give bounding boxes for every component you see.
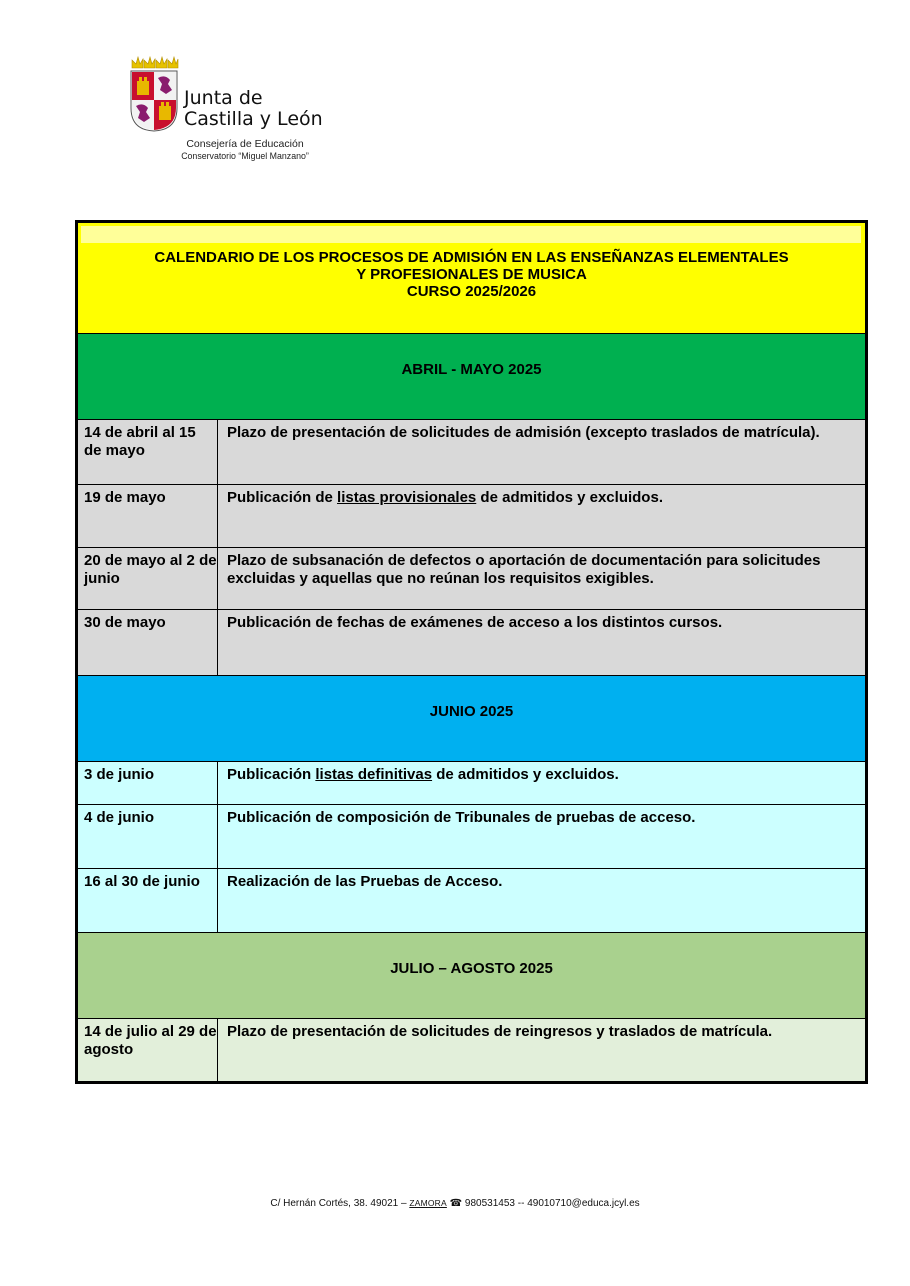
row-text-before: Publicación [227, 766, 316, 783]
row-date: 3 de junio [78, 762, 218, 804]
table-row [78, 420, 865, 485]
section-header-abril-mayo [78, 334, 865, 420]
table-row [78, 869, 865, 933]
row-date: 14 de julio al 29 de agosto [78, 1019, 218, 1081]
row-description: Plazo de presentación de solicitudes de reingresos y traslados de matrícula. [227, 1023, 773, 1040]
calendar-title [78, 249, 865, 300]
table-row [78, 1019, 865, 1081]
telephone-icon: ☎ [449, 1198, 463, 1209]
title-line-3: CURSO 2025/2026 [406, 283, 537, 300]
title-line-2: Y PROFESIONALES DE MUSICA [356, 266, 587, 283]
row-description: Realización de las Pruebas de Acceso. [227, 873, 503, 890]
row-date: 16 al 30 de junio [78, 869, 218, 932]
row-date: 14 de abril al 15 de mayo [78, 420, 218, 484]
logo-name-line2: Castilla y León [184, 108, 323, 130]
row-text-after: de admitidos y excluidos. [476, 489, 663, 506]
footer-address: C/ Hernán Cortés, 38. 49021 – [270, 1198, 410, 1209]
row-description: Plazo de presentación de solicitudes de admisión (excepto traslados de matrícula). [227, 424, 820, 441]
row-date: 4 de junio [78, 805, 218, 868]
row-text-after: de admitidos y excluidos. [432, 766, 619, 783]
coat-of-arms-icon [130, 70, 178, 132]
row-description [218, 485, 865, 547]
row-text-before: Publicación de [227, 489, 338, 506]
admission-calendar-table [75, 220, 868, 1084]
logo-name [184, 88, 323, 130]
section-heading: JULIO – AGOSTO 2025 [390, 960, 553, 977]
table-row [78, 548, 865, 610]
school-name: Conservatorio “Miguel Manzano” [181, 151, 309, 161]
junta-logo [130, 52, 370, 182]
logo-name-line1: Junta de [184, 87, 263, 109]
table-row [78, 805, 865, 869]
crown-icon [130, 52, 180, 70]
row-date: 19 de mayo [78, 485, 218, 547]
row-date: 30 de mayo [78, 610, 218, 675]
footer-city: ZAMORA [409, 1198, 447, 1208]
table-row [78, 485, 865, 548]
footer-contact: 980531453 -- 49010710@educa.jcyl.es [462, 1198, 640, 1209]
table-row [78, 762, 865, 805]
title-line-1: CALENDARIO DE LOS PROCESOS DE ADMISIÓN EN LAS ENSEÑANZAS ELEMENTALES [154, 249, 789, 266]
table-row [78, 610, 865, 676]
section-heading: ABRIL - MAYO 2025 [401, 361, 542, 378]
row-description: Publicación de composición de Tribunales de pruebas de acceso. [227, 809, 696, 826]
provisional-lists-link[interactable]: listas provisionales [337, 489, 477, 506]
row-date: 20 de mayo al 2 de junio [78, 548, 218, 609]
calendar-title-row [78, 223, 865, 334]
section-header-julio-agosto [78, 933, 865, 1019]
row-description: Publicación de fechas de exámenes de acceso a los distintos cursos. [227, 614, 723, 631]
department-name: Consejería de Educación [186, 138, 304, 150]
row-description: Plazo de subsanación de defectos o aportación de documentación para solicitudes excluidas y aquellas que no reúnan los requisitos exigibles. [227, 552, 821, 587]
row-description [218, 762, 865, 804]
title-highlight-strip [81, 226, 861, 243]
section-heading: JUNIO 2025 [429, 703, 514, 720]
definitive-lists-link[interactable]: listas definitivas [315, 766, 433, 783]
page-footer [0, 1198, 910, 1209]
section-header-junio [78, 676, 865, 762]
